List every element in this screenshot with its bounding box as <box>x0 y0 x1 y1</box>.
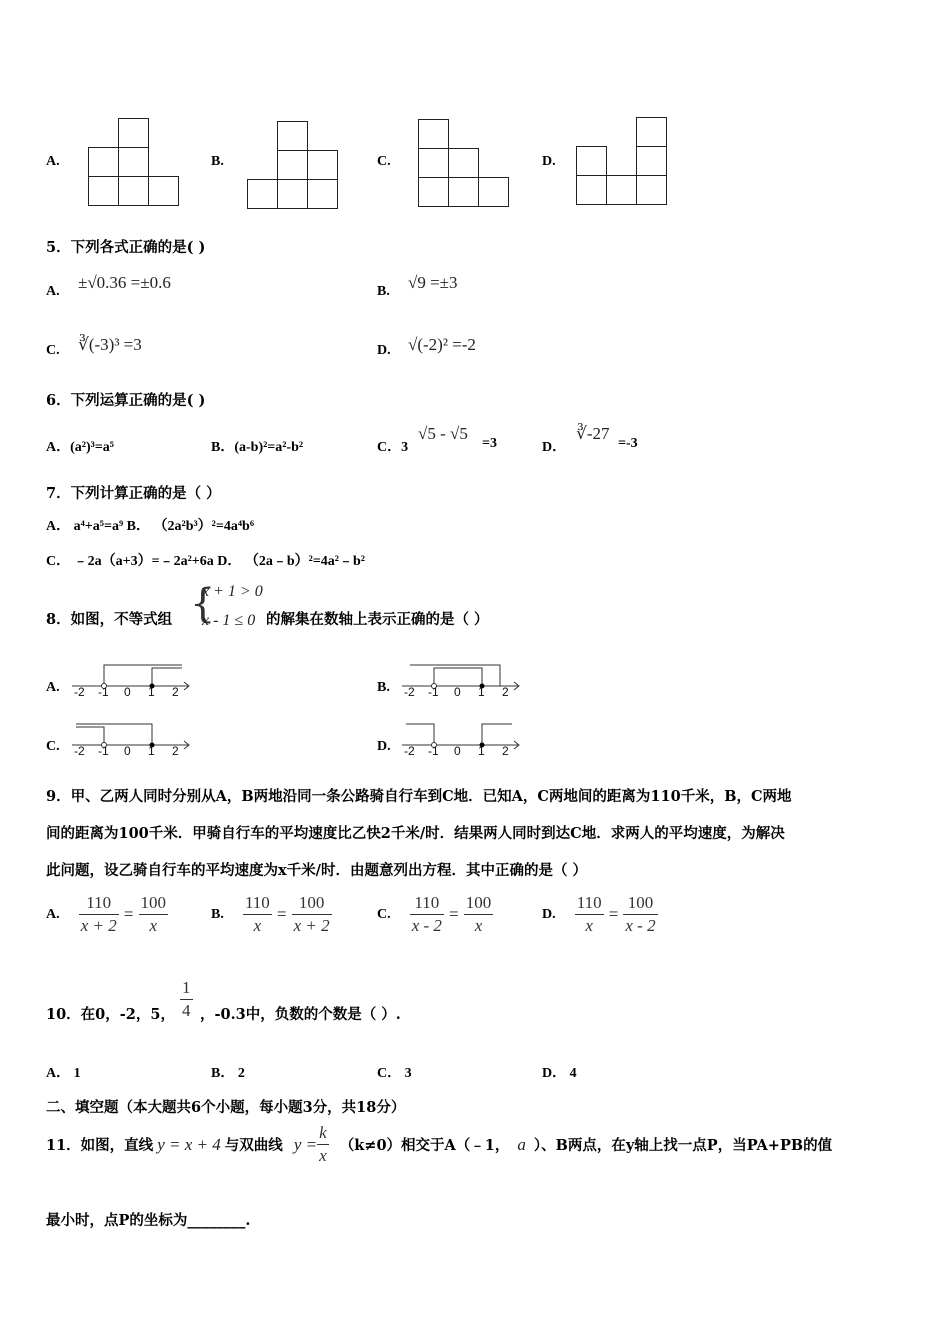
q9-line2: 间的距离为100千米．甲骑自行车的平均速度比乙快2千米/时．结果两人同时到达C地．求两人的平均速度，为解决 <box>46 825 785 842</box>
tick-label: 2 <box>502 685 509 699</box>
tick-label: 1 <box>478 744 485 758</box>
q5-d-label: D. <box>377 343 391 358</box>
tick-label: 0 <box>454 744 461 758</box>
q11-a: a <box>517 1134 526 1154</box>
q8-numberline-d <box>400 719 525 759</box>
q9-option-a: A. $\frac{110}{x + 2}$ = $\frac{100}{x}$ <box>46 893 167 935</box>
q8-numberline-a <box>70 660 195 700</box>
q7-options-cd: C． ﹣2a（a+3）=﹣2a²+6a D． （2a﹣b）²=4a²﹣b² <box>46 554 365 569</box>
q8-stem-pre: 8．如图，不等式组 <box>46 611 173 628</box>
q10-option-b: B． 2 <box>211 1066 245 1081</box>
q6-d-expr: ∛-27 <box>576 424 610 443</box>
q6-c-tail: =3 <box>482 436 497 451</box>
q9-d-label: D. <box>542 906 556 922</box>
q9-a-label: A. <box>46 906 60 922</box>
tick-label: 2 <box>502 744 509 758</box>
denominator: x - 2 <box>625 916 656 935</box>
q8-numberline-b <box>400 660 525 700</box>
denominator: x + 2 <box>80 916 117 935</box>
numerator: 1 <box>180 977 193 1000</box>
q4-figure-d <box>574 117 670 207</box>
q5-c-expr: ∛(-3)³ =3 <box>78 335 142 354</box>
q8-numberline-c <box>70 719 195 759</box>
numerator: 110 <box>575 892 604 915</box>
q6-b: B．(a-b)²=a²-b² <box>211 440 304 455</box>
q6-c-label: C．3 <box>377 440 409 455</box>
q10-option-c: C． 3 <box>377 1066 412 1081</box>
denominator: 4 <box>182 1001 191 1020</box>
q8-d-label: D. <box>377 739 391 754</box>
numerator: 110 <box>243 892 272 915</box>
tick-label: -1 <box>428 744 439 758</box>
q4-option-b-label: B. <box>211 154 224 169</box>
denominator: x <box>319 1146 327 1165</box>
q10-option-a: A． 1 <box>46 1066 81 1081</box>
q11-post2: ）、B两点，在y轴上找一点P，当PA+PB的值 <box>533 1137 833 1154</box>
q9-line3: 此问题，设乙骑自行车的平均速度为x千米/时．由题意列出方程．其中正确的是（ ） <box>46 862 587 879</box>
q11-pre: 11．如图，直线 <box>46 1137 154 1154</box>
numerator: 100 <box>623 892 657 915</box>
q8-brace: { <box>190 581 216 627</box>
tick-label: -1 <box>428 685 439 699</box>
denominator: x <box>474 916 483 935</box>
tick-label: -1 <box>98 685 109 699</box>
q4-figure-b <box>245 121 341 211</box>
q6-d-label: D． <box>542 440 567 455</box>
q5-stem: 5．下列各式正确的是( ) <box>46 239 206 256</box>
q4-option-d-label: D. <box>542 154 556 169</box>
numerator: 110 <box>410 892 444 915</box>
q4-option-c-label: C. <box>377 154 391 169</box>
q10-stem-post: ，-0.3中，负数的个数是（ ）. <box>200 1006 401 1023</box>
numerator: 100 <box>292 892 332 915</box>
tick-label: 2 <box>172 744 179 758</box>
q6-d-tail: =-3 <box>618 436 638 451</box>
q9-line1: 9．甲、乙两人同时分别从A，B两地沿同一条公路骑自行车到C地．已知A，C两地间的距离为110千米，B，C两地 <box>46 788 792 805</box>
q5-a-label: A. <box>46 284 60 299</box>
q8-stem-post: 的解集在数轴上表示正确的是（ ） <box>266 611 489 628</box>
q4-option-a-label: A. <box>46 154 60 169</box>
q9-option-d: D. $\frac{110}{x}$ = $\frac{100}{x - 2}$ <box>542 893 656 935</box>
tick-label: 0 <box>124 744 131 758</box>
q5-b-label: B. <box>377 284 390 299</box>
denominator: x - 2 <box>411 916 442 935</box>
q7-stem: 7．下列计算正确的是（ ） <box>46 485 221 502</box>
q9-option-b: B. $\frac{110}{x}$ = $\frac{100}{x + 2}$ <box>211 893 330 935</box>
denominator: x <box>253 916 262 935</box>
q6-c-expr: √5 - √5 <box>418 424 468 443</box>
tick-label: 2 <box>172 685 179 699</box>
tick-label: -2 <box>404 685 415 699</box>
q8-b-label: B. <box>377 680 390 695</box>
q6-stem: 6．下列运算正确的是( ) <box>46 392 206 409</box>
numerator: 110 <box>79 892 119 915</box>
q11-mid: 与双曲线 <box>224 1137 283 1154</box>
q7-options-ab: A． a⁴+a⁵=a⁹ B． （2a²b³）²=4a⁴b⁶ <box>46 519 255 534</box>
tick-label: 1 <box>478 685 485 699</box>
q11-post: （k≠0）相交于A（﹣1， <box>339 1137 510 1154</box>
q8-a-label: A. <box>46 680 60 695</box>
tick-label: 1 <box>148 685 155 699</box>
q9-c-label: C. <box>377 906 391 922</box>
numerator: k <box>317 1122 329 1145</box>
tick-label: 0 <box>454 685 461 699</box>
denominator: x <box>585 916 593 935</box>
q9-option-c: C. $\frac{110}{x - 2}$ = $\frac{100}{x}$ <box>377 893 492 935</box>
q8-ineq2: x - 1 ≤ 0 <box>202 612 256 629</box>
q10-fraction <box>180 977 193 1022</box>
q8-ineq1: x + 1 > 0 <box>202 583 263 600</box>
section-2-heading: 二、填空题（本大题共6个小题，每小题3分，共18分） <box>46 1099 406 1116</box>
denominator: x <box>149 916 158 935</box>
q11-line1 <box>46 1122 832 1167</box>
numerator: 100 <box>139 892 169 915</box>
numerator: 100 <box>464 892 494 915</box>
denominator: x + 2 <box>293 916 330 935</box>
q4-figure-c <box>416 119 512 209</box>
tick-label: 0 <box>124 685 131 699</box>
tick-label: -2 <box>74 744 85 758</box>
q10-stem-pre: 10．在0，-2，5， <box>46 1006 175 1023</box>
q11-line-eq: y = x + 4 <box>157 1134 221 1154</box>
q5-b-expr: √9 =±3 <box>408 273 458 292</box>
tick-label: -2 <box>74 685 85 699</box>
tick-label: -2 <box>404 744 415 758</box>
q10-option-d: D． 4 <box>542 1066 577 1081</box>
q11-y-eq: y = <box>293 1134 318 1154</box>
q9-b-label: B. <box>211 906 224 922</box>
q6-a: A．(a²)³=a⁵ <box>46 440 115 455</box>
tick-label: 1 <box>148 744 155 758</box>
q8-c-label: C. <box>46 739 60 754</box>
q5-c-label: C. <box>46 343 60 358</box>
q11-line2: 最小时，点P的坐标为________. <box>46 1212 251 1229</box>
q5-a-expr: ±√0.36 =±0.6 <box>78 273 171 292</box>
tick-label: -1 <box>98 744 109 758</box>
q4-figure-a <box>86 118 182 208</box>
q5-d-expr: √(-2)² =-2 <box>408 335 476 354</box>
